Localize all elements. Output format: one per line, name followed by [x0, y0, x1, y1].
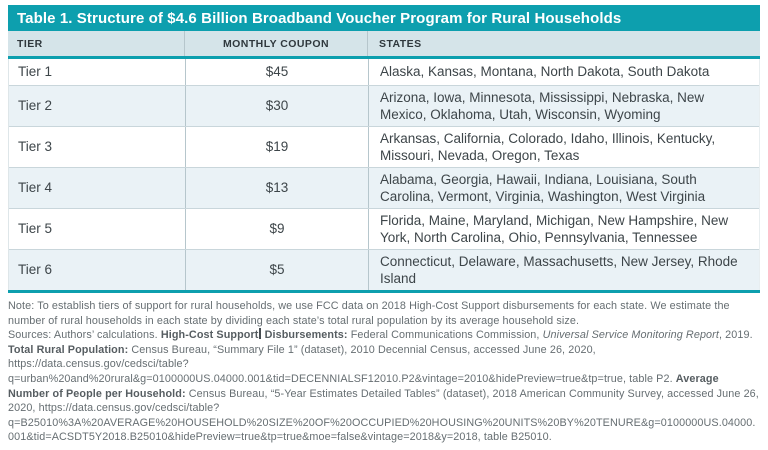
coupon-value: $13	[185, 168, 369, 208]
table-title: Table 1. Structure of $4.6 Billion Broadband Voucher Program for Rural Households	[17, 9, 622, 27]
column-header-monthly-coupon: MONTHLY COUPON	[184, 31, 368, 56]
sources-report-year: , 2019.	[718, 329, 753, 342]
table-bottom-rule	[8, 290, 760, 293]
sources-fcc-citation: Federal Communications Commission,	[347, 329, 543, 342]
sources-prefix: Sources: Authors’ calculations.	[8, 329, 161, 342]
coupon-value: $5	[185, 250, 369, 290]
tier-label: Tier 1	[18, 64, 53, 80]
table-header-row	[8, 31, 760, 59]
states-list: Arizona, Iowa, Minnesota, Mississippi, Nebraska, New Mexico, Oklahoma, Utah, Wisconsin, Wyoming	[380, 89, 705, 122]
coupon-value: $30	[185, 86, 369, 126]
text-caret	[259, 328, 261, 339]
states-list: Florida, Maine, Maryland, Michigan, New Hampshire, New York, North Carolina, Ohio, Pennsylvania, Tennessee	[380, 212, 729, 245]
table-row-tier-5	[9, 209, 759, 250]
table-row-tier-1	[9, 59, 759, 86]
sources-label-avg-people-per-household: Average Number of People per Household:	[8, 372, 719, 400]
table-title-bar	[8, 5, 760, 31]
coupon-value: $9	[185, 209, 369, 249]
states-list: Alabama, Georgia, Hawaii, Indiana, Louisiana, South Carolina, Vermont, Virginia, Washington, West Virginia	[380, 171, 706, 204]
states-list: Arkansas, California, Colorado, Idaho, Illinois, Kentucky, Missouri, Nevada, Oregon, Texas	[380, 130, 716, 163]
tier-label: Tier 6	[18, 262, 53, 278]
table-sources	[8, 328, 760, 445]
tier-label: Tier 5	[18, 221, 53, 237]
table-note: Note: To establish tiers of support for rural households, we use FCC data on 2018 High-Cost Support disbursements for each state. We estimate the number of rural households in each state by dividing each state’s total rural population by its average household size.	[8, 300, 730, 327]
states-list: Alaska, Kansas, Montana, North Dakota, South Dakota	[380, 64, 710, 80]
states-list: Connecticut, Delaware, Massachusetts, New Jersey, Rhode Island	[380, 253, 738, 286]
column-header-states: STATES	[379, 38, 422, 50]
sources-report-title: Universal Service Monitoring Report	[542, 329, 719, 342]
table-row-tier-6	[9, 250, 759, 290]
sources-label-total-rural-population: Total Rural Population:	[8, 343, 129, 356]
table-row-tier-2	[9, 86, 759, 127]
table-body	[8, 59, 760, 290]
coupon-value: $19	[185, 127, 369, 167]
table-row-tier-4	[9, 168, 759, 209]
sources-label-disbursements: Disbursements:	[261, 329, 348, 342]
column-header-tier: TIER	[17, 38, 43, 50]
tier-label: Tier 2	[18, 98, 53, 114]
tier-label: Tier 3	[18, 139, 53, 155]
coupon-value: $45	[185, 59, 369, 85]
sources-census-citation-2: Census Bureau, “5-Year Estimates Detailed Tables” (dataset), 2018 American Community Survey, accessed June 26, 2020, https://data.census.gov/cedsci/table?q=B25010%3A%20AVERAGE%20HOUSEHOLD%20SIZE%20OF%20OCCUPIED%20HOUSING%20UNITS%20BY%20TENURE&g=0100000US.04000.001&tid=ACSDT5Y2018.B25010&hidePreview=true&tp=true&moe=false&vintage=2018&y=2018, table B25010.	[8, 387, 759, 444]
table-row-tier-3	[9, 127, 759, 168]
sources-label-high-cost-support: High-Cost Support	[160, 329, 259, 342]
tier-label: Tier 4	[18, 180, 53, 196]
table-figure	[8, 5, 760, 445]
sources-census-citation-1: Census Bureau, “Summary File 1” (dataset), 2010 Decennial Census, accessed June 26, 2020, https://data.census.gov/cedsci/table?q=urban%20and%20rural&g=0100000US.04000.001&tid=DECENNIALSF12010.P2&vintage=2010&hidePreview=true&tp=true, table P2.	[8, 343, 676, 385]
